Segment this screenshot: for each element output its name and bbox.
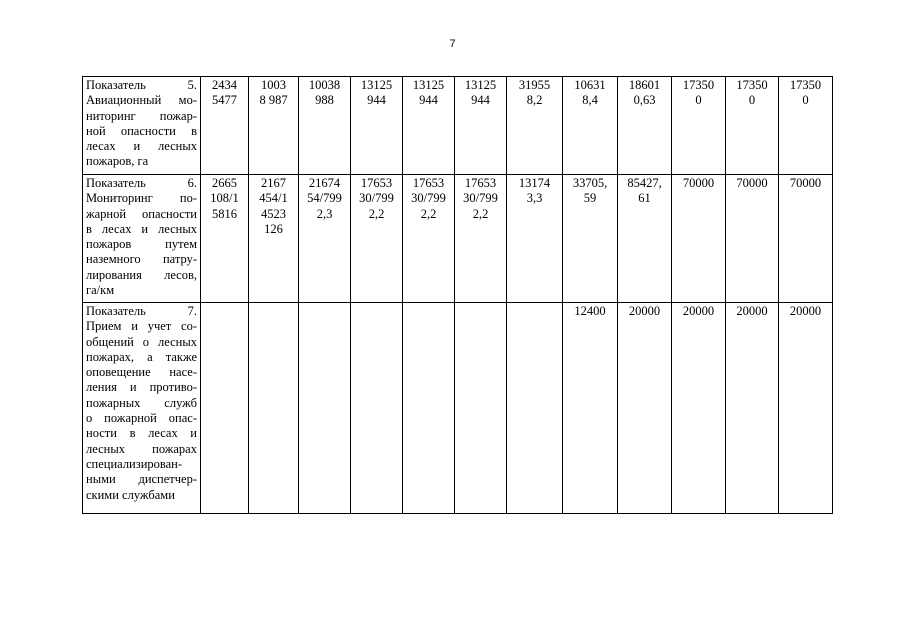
value-cell: [779, 303, 833, 514]
value-cell: [618, 77, 672, 175]
value-text: 2,2: [368, 206, 385, 221]
value-text: 12400: [574, 304, 606, 318]
value-text: 126: [264, 221, 283, 236]
table-row: [83, 77, 833, 175]
page-number: 7: [449, 38, 456, 50]
value-text: 17653: [464, 176, 497, 190]
value-text: 988: [315, 93, 334, 108]
value-cell: [726, 303, 779, 514]
value-cell: [779, 175, 833, 303]
indicator-label-line: лесах и лесных: [86, 139, 197, 154]
value-text: 2665: [212, 176, 237, 190]
value-text: 54/799: [307, 191, 342, 206]
table-row: [83, 303, 833, 514]
value-cell: [507, 303, 563, 514]
value-text: 13125: [464, 78, 497, 92]
value-cell: [779, 77, 833, 175]
indicator-label-line: скими службами: [86, 487, 175, 502]
value-text: 10631: [574, 78, 606, 92]
value-text: 944: [419, 93, 438, 108]
value-cell: [563, 175, 618, 303]
value-cell: [726, 77, 779, 175]
value-text: 70000: [682, 176, 715, 190]
indicator-label-line: Показатель 5.: [86, 78, 197, 92]
indicator-label-line: Показатель 7.: [86, 304, 197, 318]
value-cell: [249, 303, 299, 514]
indicator-label-line: Показатель 6.: [86, 176, 197, 190]
value-text: 21674: [308, 176, 341, 190]
value-text: 8,4: [582, 93, 598, 108]
value-cell: [455, 303, 507, 514]
value-cell: [351, 303, 403, 514]
value-text: 0: [802, 93, 809, 108]
value-cell: [299, 175, 351, 303]
indicator-label-cell: [83, 175, 201, 303]
indicator-label-line: га/км: [86, 283, 115, 298]
value-text: 61: [638, 191, 651, 206]
value-text: 108/1: [210, 191, 239, 206]
indicators-table: [82, 76, 833, 514]
value-text: 20000: [736, 304, 768, 318]
indicator-label-line: оповещение насе-: [86, 365, 197, 380]
indicator-label-line: ными диспетчер-: [86, 472, 197, 487]
value-text: 17653: [360, 176, 393, 190]
indicator-label-line: Авиационный мо-: [86, 93, 197, 108]
value-text: 0,63: [633, 93, 656, 108]
value-text: 18601: [628, 78, 661, 92]
table-row: [83, 175, 833, 303]
indicator-label-line: лесных пожарах: [86, 441, 197, 456]
value-text: 17350: [789, 78, 822, 92]
indicator-label-line: о пожарной опас-: [86, 411, 197, 426]
value-cell: [618, 175, 672, 303]
value-cell: [618, 303, 672, 514]
value-cell: [249, 175, 299, 303]
value-cell: [672, 175, 726, 303]
indicator-label-line: специализирован-: [86, 456, 183, 471]
indicator-label-line: пожарных служб: [86, 395, 197, 410]
value-cell: [563, 303, 618, 514]
value-cell: [249, 77, 299, 175]
indicator-label-line: ности в лесах и: [86, 426, 197, 441]
value-text: 70000: [789, 176, 822, 190]
value-cell: [201, 175, 249, 303]
value-cell: [201, 303, 249, 514]
value-text: 0: [695, 93, 702, 108]
value-text: 4523: [261, 206, 286, 221]
value-cell: [403, 175, 455, 303]
value-text: 13174: [518, 176, 551, 190]
value-text: 2,2: [420, 206, 437, 221]
value-text: 3,3: [526, 191, 543, 206]
indicator-label-line: лирования лесов,: [86, 267, 197, 282]
value-text: 30/799: [359, 191, 394, 206]
value-text: 20000: [628, 304, 661, 318]
value-cell: [672, 77, 726, 175]
value-text: 30/799: [411, 191, 446, 206]
value-text: 17653: [412, 176, 445, 190]
value-text: 944: [367, 93, 386, 108]
value-text: 30/799: [463, 191, 498, 206]
value-cell: [299, 77, 351, 175]
value-cell: [299, 303, 351, 514]
value-cell: [455, 175, 507, 303]
indicator-label-line: ной опасности в: [86, 123, 197, 138]
value-cell: [403, 303, 455, 514]
value-text: 1003: [261, 78, 286, 92]
value-text: 70000: [736, 176, 768, 190]
indicator-label-line: Мониторинг по-: [86, 191, 197, 206]
indicator-label-line: ления и противо-: [86, 380, 197, 395]
value-cell: [507, 77, 563, 175]
value-cell: [351, 77, 403, 175]
indicator-label-line: пожаров путем: [86, 237, 197, 252]
value-text: 944: [471, 93, 490, 108]
value-cell: [507, 175, 563, 303]
value-text: 20000: [789, 304, 822, 318]
indicator-label-line: ниторинг пожар-: [86, 108, 197, 123]
value-text: 13125: [412, 78, 445, 92]
value-text: 85427,: [627, 176, 662, 190]
value-text: 2,2: [472, 206, 489, 221]
value-text: 17350: [736, 78, 768, 92]
value-text: 13125: [360, 78, 393, 92]
value-text: 8 987: [259, 93, 288, 108]
value-cell: [351, 175, 403, 303]
value-text: 31955: [518, 78, 551, 92]
value-text: 2434: [212, 78, 237, 92]
indicator-label-line: общений о лесных: [86, 334, 197, 349]
indicator-label-line: жарной опасности: [86, 206, 197, 221]
value-text: 5477: [212, 93, 237, 108]
value-cell: [201, 77, 249, 175]
indicator-label-line: Прием и учет со-: [86, 319, 197, 334]
value-text: 33705,: [572, 176, 608, 190]
value-text: 59: [583, 191, 597, 206]
value-text: 10038: [308, 78, 341, 92]
value-text: 20000: [682, 304, 715, 318]
value-cell: [672, 303, 726, 514]
indicator-label-line: в лесах и лесных: [86, 221, 197, 236]
value-cell: [563, 77, 618, 175]
value-cell: [455, 77, 507, 175]
indicator-label-line: наземного патру-: [86, 252, 197, 267]
value-text: 8,2: [526, 93, 543, 108]
indicator-label-cell: [83, 77, 201, 175]
indicator-label-line: пожаров, га: [86, 154, 149, 169]
value-text: 17350: [682, 78, 715, 92]
value-cell: [726, 175, 779, 303]
indicator-label-line: пожарах, а также: [86, 349, 197, 364]
value-text: 5816: [212, 206, 237, 221]
value-text: 2,3: [316, 206, 333, 221]
value-text: 454/1: [259, 191, 288, 206]
indicator-label-cell: [83, 303, 201, 514]
value-text: 0: [748, 93, 756, 108]
value-cell: [403, 77, 455, 175]
value-text: 2167: [261, 176, 286, 190]
